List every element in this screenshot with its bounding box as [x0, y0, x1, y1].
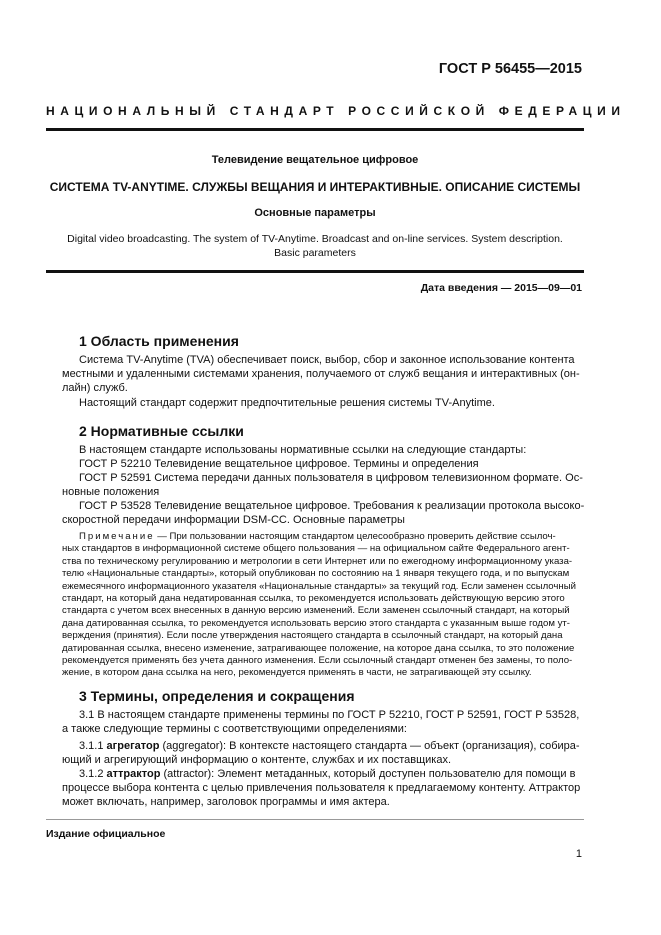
- title-line-3: Основные параметры: [254, 207, 376, 219]
- title-rule: [46, 270, 584, 273]
- section-3-heading: 3 Термины, определения и сокращения: [79, 688, 355, 704]
- note-line-1-text: — При пользовании настоящим стандартом целесообразно проверить действие ссылоч-: [154, 531, 556, 542]
- top-rule: [46, 128, 584, 131]
- introduction-date: Дата введения — 2015—09—01: [420, 282, 582, 294]
- section-1-para-1-line-1: Система TV-Anytime (TVA) обеспечивает поиск, выбор, сбор и законное использование контента: [79, 354, 575, 366]
- section-1-heading: 1 Область применения: [79, 333, 239, 349]
- title-line-1: Телевидение вещательное цифровое: [211, 154, 419, 166]
- note-line-1: [62, 531, 584, 543]
- title-english: [46, 232, 584, 260]
- reference-gost-52210: ГОСТ Р 52210 Телевидение вещательное цифровое. Термины и определения: [79, 458, 479, 470]
- title-english-line-1: Digital video broadcasting. The system of TV-Anytime. Broadcast and on-line services. System description.: [67, 233, 563, 245]
- note-line-7: стандарта с учетом всех внесенных в данную версию изменений. Если заменен ссылочный стандарт, на который: [62, 605, 570, 617]
- term-3-1-2-number: 3.1.2: [79, 768, 107, 780]
- note-line-11: рекомендуется применять без учета данного изменения. Если ссылочный стандарт отменен без замены, то поло-: [62, 655, 573, 667]
- section-1-para-1-line-3: лайн) служб.: [62, 382, 128, 394]
- official-edition-label: Издание официальное: [46, 828, 166, 840]
- term-3-1-2-line-3: может включать, например, заголовок программы и имя актера.: [62, 796, 390, 808]
- reference-gost-52591-line-1: ГОСТ Р 52591 Система передачи данных пользователя в цифровом телевизионном формате. Ос-: [79, 472, 583, 484]
- term-attractor: аттрактор: [106, 768, 161, 780]
- note-line-12: жение, в котором дана ссылка на него, рекомендуется применять в части, не затрагивающей эту ссылку.: [62, 667, 532, 679]
- term-3-1-1-definition: (aggregator): В контексте настоящего стандарта — объект (организация), собира-: [159, 740, 580, 752]
- term-3-1-2-line-1: [79, 768, 584, 782]
- clause-3-1-line-1: 3.1 В настоящем стандарте применены термины по ГОСТ Р 52210, ГОСТ Р 52591, ГОСТ Р 53528,: [79, 709, 580, 721]
- term-3-1-2-line-2: процессе выбора контента с целью привлечения пользователя к предлагаемому контенту. Аттрактор: [62, 782, 581, 794]
- title-english-line-2: Basic parameters: [274, 247, 356, 259]
- gost-code: ГОСТ Р 56455—2015: [438, 61, 582, 77]
- reference-gost-53528-line-1: ГОСТ Р 53528 Телевидение вещательное цифровое. Требования к реализации протокола высоко-: [79, 500, 585, 512]
- note-line-10: датированная ссылка, внесено изменение, затрагивающее положение, на которое дана ссылка, то это положение: [62, 642, 575, 654]
- national-standard-banner: НАЦИОНАЛЬНЫЙ СТАНДАРТ РОССИЙСКОЙ ФЕДЕРАЦИИ: [46, 104, 626, 118]
- section-2-intro: В настоящем стандарте использованы нормативные ссылки на следующие стандарты:: [79, 444, 527, 456]
- note-line-4: телю «Национальные стандарты», который опубликован по состоянию на 1 января текущего года, и по выпускам: [62, 568, 570, 580]
- note-line-6: стандарт, на который дана недатированная ссылка, то рекомендуется использовать действующую версию этого: [62, 593, 565, 605]
- section-1-para-2: Настоящий стандарт содержит предпочтительные решения системы TV-Anytime.: [79, 397, 495, 409]
- note-line-3: ства по техническому регулированию и метрологии в сети Интернет или по ежегодному информационному указа-: [62, 555, 573, 567]
- note-line-9: верждения (принятия). Если после утверждения настоящего стандарта в ссылочный стандарт, на который дана: [62, 630, 563, 642]
- note-line-8: дана датированная ссылка, то рекомендуется использовать версию этого стандарта с указанным выше годом ут-: [62, 617, 571, 629]
- reference-gost-52591-line-2: новные положения: [62, 486, 160, 498]
- term-aggregator: агрегатор: [106, 740, 160, 752]
- footer-rule: [46, 819, 584, 820]
- clause-3-1-line-2: а также следующие термины с соответствующими определениями:: [62, 723, 407, 735]
- term-3-1-2-definition: (attractor): Элемент метаданных, который доступен пользователю для помощи в: [160, 768, 576, 780]
- reference-gost-53528-line-2: скоростной передачи информации DSM-CC. Основные параметры: [62, 514, 405, 526]
- note-line-2: ных стандартов в информационной системе общего пользования — на официальном сайте Федерального агент-: [62, 543, 570, 555]
- normative-note: [62, 531, 584, 680]
- section-1-para-1-line-2: местными и удаленными системами хранения, получаемого от служб вещания и интерактивных (он-: [62, 368, 580, 380]
- title-line-2: СИСТЕМА TV-ANYTIME. СЛУЖБЫ ВЕЩАНИЯ И ИНТЕРАКТИВНЫЕ. ОПИСАНИЕ СИСТЕМЫ: [49, 180, 581, 194]
- page-number: 1: [575, 848, 582, 860]
- note-line-5: ежемесячного информационного указателя «Национальные стандарты» за текущий год. Если заменен ссылочный: [62, 580, 576, 592]
- term-3-1-1-line-1: [79, 740, 584, 754]
- note-label: Примечание: [79, 531, 155, 542]
- term-3-1-1-line-2: ющий и агрегирующий информацию о контенте, службах и их поставщиках.: [62, 754, 452, 766]
- term-3-1-1-number: 3.1.1: [79, 740, 107, 752]
- section-2-heading: 2 Нормативные ссылки: [79, 423, 244, 439]
